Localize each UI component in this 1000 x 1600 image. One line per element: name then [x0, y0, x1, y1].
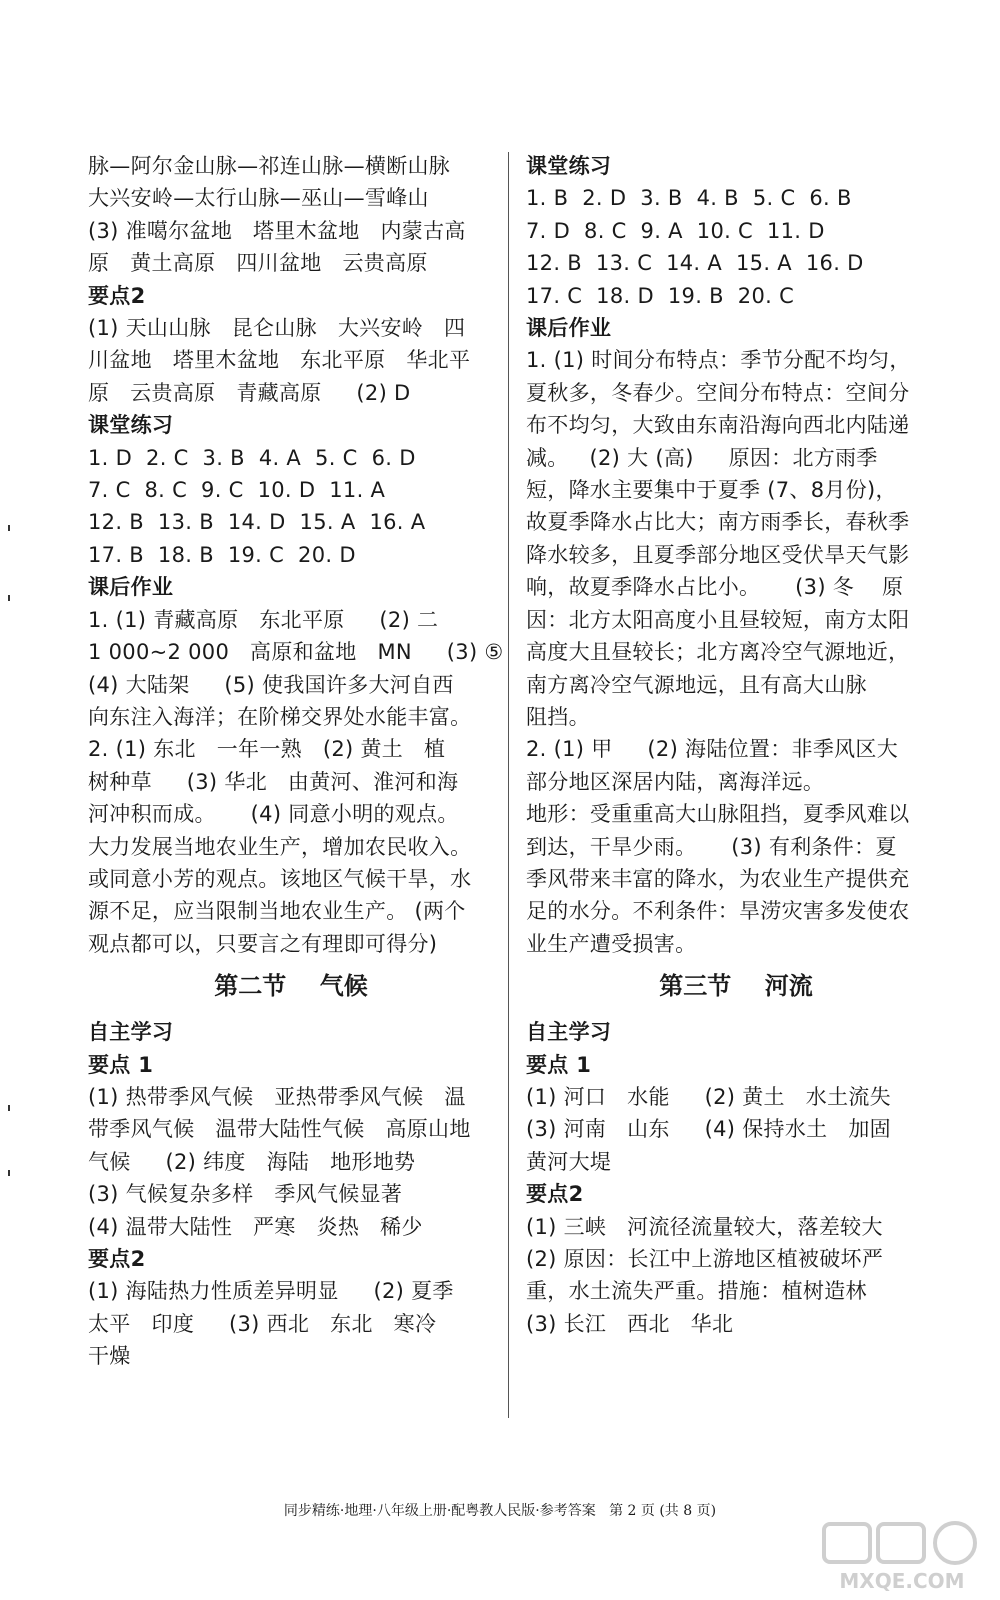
climate-section-lines: [88, 1016, 494, 1372]
text-line: 气候 (2) 纬度 海陆 地形地势: [88, 1149, 416, 1174]
text-line: 川盆地 塔里木盆地 东北平原 华北平: [88, 348, 471, 373]
text-line: 1. D 2. C 3. B 4. A 5. C 6. D: [88, 445, 416, 470]
text-line: 阻挡。: [526, 704, 590, 729]
section-label: 课堂练习: [526, 154, 612, 178]
text-line: (3) 河南 山东 (4) 保持水土 加固: [526, 1117, 891, 1142]
text-line: 大兴安岭—太行山脉—巫山—雪峰山: [88, 186, 429, 211]
left-column-lines: [88, 150, 504, 960]
watermark-logo: [820, 1520, 985, 1595]
text-line: 黄河大堤: [526, 1149, 612, 1174]
section-label: 要点2: [88, 1247, 146, 1271]
text-line: 观点都可以，只要言之有理即可得分): [88, 931, 438, 956]
text-line: 干燥: [88, 1344, 131, 1369]
rivers-section-lines: [526, 1016, 946, 1340]
section-label: 要点2: [88, 283, 146, 308]
text-line: 大力发展当地农业生产，增加农民收入。: [88, 834, 472, 859]
scan-speck: [8, 1105, 10, 1111]
scan-speck: [8, 595, 10, 601]
section-title-rivers: 第三节 河流: [659, 972, 813, 1001]
section-label: 课堂练习: [88, 413, 174, 438]
scan-speck: [8, 1170, 10, 1176]
text-line: 12. B 13. B 14. D 15. A 16. A: [88, 510, 426, 535]
right-column-lines: [526, 150, 946, 960]
section-label: 自主学习: [88, 1020, 174, 1045]
text-line: 1 000~2 000 高原和盆地 MN (3) ⑤: [88, 640, 504, 665]
text-line: 7. C 8. C 9. C 10. D 11. A: [88, 478, 386, 503]
text-line: 夏秋多，冬春少。空间分布特点：空间分: [526, 380, 910, 405]
text-line: 河冲积而成。 (4) 同意小明的观点。: [88, 802, 459, 827]
text-line: (3) 气候复杂多样 季风气候显著: [88, 1182, 403, 1207]
text-line: 降水较多，且夏季部分地区受伏旱天气影: [526, 542, 910, 567]
left-column: [88, 150, 504, 1373]
text-line: 原 云贵高原 青藏高原 (2) D: [88, 380, 411, 405]
text-line: (1) 天山山脉 昆仑山脉 大兴安岭 四: [88, 316, 466, 341]
text-line: 部分地区深居内陆，离海洋远。: [526, 769, 825, 794]
text-line: 1. (1) 时间分布特点：季节分配不均匀，: [526, 348, 911, 373]
text-line: 树种草 (3) 华北 由黄河、淮河和海: [88, 769, 459, 794]
text-line: 减。 (2) 大 (高) 原因：北方雨季: [526, 445, 878, 470]
text-line: 重，水土流失严重。措施：植树造林: [526, 1279, 867, 1304]
text-line: 原 黄土高原 四川盆地 云贵高原: [88, 251, 428, 276]
text-line: (1) 河口 水能 (2) 黄土 水土流失: [526, 1084, 891, 1109]
text-line: (3) 长江 西北 华北: [526, 1311, 734, 1336]
text-line: (2) 原因：长江中上游地区植被破坏严: [526, 1247, 884, 1271]
text-line: 脉—阿尔金山脉—祁连山脉—横断山脉: [88, 154, 451, 178]
text-line: 到达，干旱少雨。 (3) 有利条件：夏: [526, 834, 897, 859]
text-line: 向东注入海洋；在阶梯交界处水能丰富。: [88, 704, 472, 729]
text-line: 12. B 13. C 14. A 15. A 16. D: [526, 251, 864, 276]
text-line: 1. B 2. D 3. B 4. B 5. C 6. B: [526, 186, 852, 211]
text-line: 带季风气候 温带大陆性气候 高原山地: [88, 1117, 471, 1142]
text-line: (1) 热带季风气候 亚热带季风气候 温: [88, 1084, 466, 1109]
watermark-text: MXQE.COM: [839, 1569, 965, 1593]
section-label: 课后作业: [88, 575, 174, 600]
right-column: [526, 150, 946, 1340]
text-line: 17. B 18. B 19. C 20. D: [88, 542, 356, 567]
text-line: 故夏季降水占比大；南方雨季长，春秋季: [526, 510, 910, 535]
text-line: (1) 海陆热力性质差异明显 (2) 夏季: [88, 1279, 454, 1304]
text-line: (4) 大陆架 (5) 使我国许多大河自西: [88, 672, 454, 697]
section-label: 要点 1: [88, 1052, 154, 1077]
text-line: (4) 温带大陆性 严寒 炎热 稀少: [88, 1214, 423, 1239]
section-label: 自主学习: [526, 1020, 612, 1045]
text-line: 布不均匀，大致由东南沿海向西北内陆递: [526, 413, 910, 438]
text-line: (1) 三峡 河流径流量较大，落差较大: [526, 1214, 883, 1239]
text-line: 源不足，应当限制当地农业生产。 (两个: [88, 899, 466, 924]
text-line: 2. (1) 东北 一年一熟 (2) 黄土 植: [88, 737, 446, 762]
scan-speck: [8, 525, 10, 531]
text-line: 南方离冷空气源地远，且有高大山脉: [526, 672, 867, 697]
text-line: (3) 准噶尔盆地 塔里木盆地 内蒙古高: [88, 218, 466, 243]
text-line: 2. (1) 甲 (2) 海陆位置：非季风区大: [526, 737, 899, 762]
section-label: 课后作业: [526, 316, 612, 341]
column-divider: [508, 152, 509, 1418]
text-line: 因：北方太阳高度小且昼较短，南方太阳: [526, 607, 910, 632]
watermark-glyph-2: [878, 1524, 924, 1562]
text-line: 17. C 18. D 19. B 20. C: [526, 283, 795, 308]
text-line: 7. D 8. C 9. A 10. C 11. D: [526, 218, 825, 243]
watermark-glyph-1: [824, 1524, 870, 1562]
watermark-glyph-3: [935, 1523, 975, 1563]
text-line: 季风带来丰富的降水，为农业生产提供充: [526, 866, 910, 891]
text-line: 1. (1) 青藏高原 东北平原 (2) 二: [88, 607, 439, 632]
text-line: 足的水分。不利条件：旱涝灾害多发使农: [526, 899, 910, 924]
text-line: 高度大且昼较长；北方离冷空气源地近，: [526, 640, 910, 665]
text-line: 响，故夏季降水占比小。 (3) 冬 原: [526, 575, 904, 600]
section-label: 要点2: [526, 1182, 584, 1207]
section-title-climate: 第二节 气候: [214, 972, 368, 1001]
text-line: 短，降水主要集中于夏季 (7、8月份)，: [526, 478, 897, 503]
text-line: 太平 印度 (3) 西北 东北 寒冷: [88, 1311, 437, 1336]
page-footer: 同步精练·地理·八年级上册·配粤教人民版·参考答案 第 2 页 (共 8 页): [283, 1503, 717, 1519]
text-line: 业生产遭受损害。: [526, 931, 697, 956]
section-label: 要点 1: [526, 1052, 592, 1077]
text-line: 或同意小芳的观点。该地区气候干旱，水: [88, 866, 472, 891]
text-line: 地形：受重重高大山脉阻挡，夏季风难以: [526, 802, 910, 827]
